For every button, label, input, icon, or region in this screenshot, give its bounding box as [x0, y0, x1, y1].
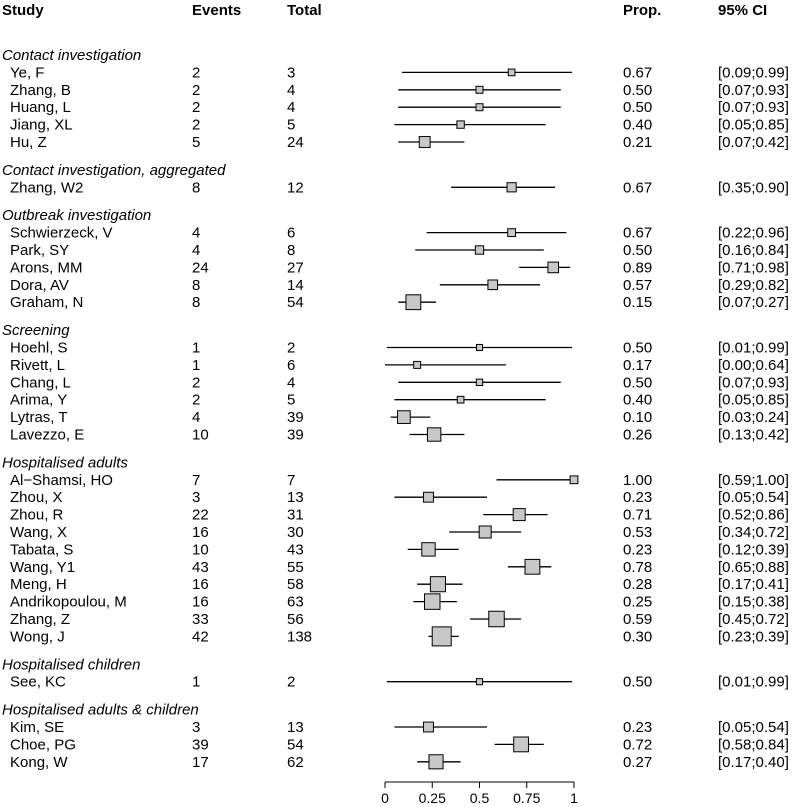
- study-name: Dora, AV: [10, 276, 69, 294]
- study-name: Al−Shamsi, HO: [10, 471, 113, 489]
- point-estimate-box: [508, 229, 516, 237]
- subgroup: [2, 162, 789, 196]
- ci-value: [0.07;0.93]: [718, 99, 789, 117]
- total-value: 31: [287, 506, 304, 524]
- total-value: 8: [287, 242, 296, 259]
- point-estimate-box: [424, 722, 434, 732]
- total-value: 55: [287, 558, 304, 576]
- events-value: 2: [192, 391, 201, 409]
- point-estimate-box: [419, 137, 430, 148]
- ci-value: [0.16;0.84]: [718, 242, 789, 259]
- study-row: [10, 627, 789, 646]
- prop-value: 0.25: [623, 593, 653, 611]
- ci-value: [0.52;0.86]: [718, 506, 789, 524]
- total-value: 62: [287, 753, 304, 771]
- ci-value: [0.29;0.82]: [718, 276, 789, 294]
- prop-value: 0.23: [623, 489, 653, 507]
- point-estimate-box: [430, 577, 445, 592]
- study-name: Schwierzeck, V: [10, 224, 113, 242]
- subgroup: [2, 702, 789, 771]
- study-row: [10, 541, 789, 558]
- total-value: 7: [287, 471, 296, 489]
- study-row: [10, 719, 789, 736]
- study-name: Hoehl, S: [10, 339, 68, 357]
- total-value: 58: [287, 576, 304, 594]
- study-row: [10, 736, 789, 753]
- point-estimate-box: [414, 361, 421, 368]
- prop-value: 0.53: [623, 524, 653, 541]
- study-row: [10, 277, 789, 294]
- prop-value: 0.57: [623, 276, 653, 294]
- point-estimate-box: [488, 280, 498, 290]
- header-row: [2, 2, 767, 19]
- total-value: 13: [287, 489, 304, 507]
- prop-value: 0.50: [623, 242, 653, 259]
- study-name: Choe, PG: [10, 736, 76, 754]
- prop-value: 0.50: [623, 81, 653, 99]
- study-name: Wang, X: [10, 524, 67, 541]
- prop-value: 0.50: [623, 374, 653, 392]
- prop-value: 0.78: [623, 558, 653, 576]
- header-total: Total: [287, 2, 322, 19]
- subgroup-label: Contact investigation: [2, 47, 142, 64]
- study-name: Arons, MM: [10, 259, 83, 277]
- study-row: [10, 576, 789, 593]
- subgroup-label: Hospitalised adults: [2, 454, 128, 472]
- study-name: Graham, N: [10, 294, 84, 312]
- total-value: 39: [287, 409, 304, 427]
- subgroup-label: Hospitalised children: [2, 656, 141, 674]
- study-row: [10, 754, 789, 771]
- prop-value: 0.67: [623, 224, 653, 242]
- events-value: 2: [192, 64, 201, 82]
- study-row: [10, 82, 789, 99]
- point-estimate-box: [427, 428, 440, 441]
- events-value: 1: [192, 339, 201, 357]
- study-name: Jiang, XL: [10, 116, 73, 134]
- total-value: 27: [287, 259, 304, 277]
- study-row: [10, 524, 789, 541]
- prop-value: 0.23: [623, 719, 653, 736]
- point-estimate-box: [489, 611, 505, 627]
- study-name: Arima, Y: [10, 391, 68, 409]
- total-value: 2: [287, 673, 296, 691]
- events-value: 24: [192, 259, 209, 277]
- point-estimate-box: [475, 246, 483, 254]
- header-events: Events: [192, 2, 242, 19]
- ci-value: [0.59;1.00]: [718, 471, 789, 489]
- prop-value: 0.21: [623, 134, 653, 151]
- subgroup: [2, 454, 789, 646]
- ci-value: [0.07;0.93]: [718, 374, 789, 392]
- study-name: Rivett, L: [10, 356, 66, 374]
- prop-value: 0.27: [623, 753, 653, 771]
- events-value: 16: [192, 524, 209, 541]
- total-value: 30: [287, 524, 304, 541]
- ci-value: [0.03;0.24]: [718, 409, 789, 427]
- prop-value: 0.89: [623, 259, 653, 277]
- ci-value: [0.01;0.99]: [718, 673, 789, 691]
- total-value: 39: [287, 426, 304, 444]
- prop-value: 0.67: [623, 64, 653, 82]
- ci-value: [0.34;0.72]: [718, 524, 789, 541]
- events-value: 1: [192, 673, 201, 691]
- study-name: Zhou, R: [10, 506, 64, 524]
- prop-value: 0.50: [623, 339, 653, 357]
- total-value: 6: [287, 224, 296, 242]
- study-row: [10, 674, 789, 691]
- events-value: 16: [192, 576, 209, 594]
- total-value: 2: [287, 339, 296, 357]
- events-value: 3: [192, 489, 201, 507]
- ci-value: [0.17;0.41]: [718, 576, 789, 594]
- study-name: Kim, SE: [10, 719, 65, 736]
- point-estimate-box: [457, 396, 464, 403]
- subgroup-label: Screening: [2, 322, 70, 340]
- subgroup: [2, 207, 789, 311]
- study-rows: [2, 47, 789, 771]
- header-ci: 95% CI: [718, 2, 768, 19]
- header-study: Study: [2, 2, 44, 19]
- study-name: Park, SY: [10, 242, 70, 259]
- study-name: Andrikopoulou, M: [10, 593, 127, 611]
- events-value: 17: [192, 753, 209, 771]
- total-value: 4: [287, 99, 296, 117]
- point-estimate-box: [514, 737, 529, 752]
- point-estimate-box: [398, 411, 411, 424]
- ci-value: [0.05;0.54]: [718, 719, 789, 736]
- events-value: 2: [192, 374, 201, 392]
- point-estimate-box: [525, 559, 540, 574]
- study-row: [10, 374, 789, 391]
- ci-value: [0.15;0.38]: [718, 593, 789, 611]
- ci-value: [0.13;0.42]: [718, 426, 789, 444]
- events-value: 22: [192, 506, 209, 524]
- total-value: 4: [287, 374, 296, 392]
- events-value: 33: [192, 611, 209, 628]
- prop-value: 0.67: [623, 179, 653, 197]
- prop-value: 0.15: [623, 294, 653, 312]
- total-value: 13: [287, 719, 304, 736]
- events-value: 42: [192, 628, 209, 646]
- x-tick-label: 0.5: [469, 790, 490, 806]
- events-value: 8: [192, 276, 201, 294]
- prop-value: 0.59: [623, 611, 653, 628]
- study-row: [10, 64, 789, 81]
- total-value: 6: [287, 356, 296, 374]
- point-estimate-box: [507, 183, 516, 192]
- point-estimate-box: [432, 627, 451, 646]
- study-name: Hu, Z: [10, 134, 47, 151]
- events-value: 5: [192, 134, 201, 151]
- study-name: Huang, L: [10, 99, 71, 117]
- prop-value: 0.10: [623, 409, 653, 427]
- x-tick-label: 0: [381, 790, 389, 806]
- x-tick-label: 0.25: [418, 790, 446, 806]
- events-value: 4: [192, 242, 201, 259]
- study-name: Tabata, S: [10, 541, 74, 559]
- ci-value: [0.58;0.84]: [718, 736, 789, 754]
- study-row: [10, 611, 789, 628]
- study-name: Zhang, Z: [10, 611, 71, 628]
- ci-value: [0.05;0.54]: [718, 489, 789, 507]
- ci-value: [0.35;0.90]: [718, 179, 789, 197]
- x-axis: [381, 782, 578, 806]
- events-value: 8: [192, 294, 201, 312]
- header-prop: Prop.: [623, 2, 662, 19]
- study-name: See, KC: [10, 673, 66, 691]
- prop-value: 0.23: [623, 541, 653, 559]
- study-row: [10, 179, 789, 196]
- events-value: 2: [192, 99, 201, 117]
- point-estimate-box: [476, 86, 483, 93]
- prop-value: 0.40: [623, 391, 653, 409]
- events-value: 43: [192, 558, 209, 576]
- events-value: 10: [192, 426, 209, 444]
- study-row: [10, 489, 789, 506]
- study-row: [10, 259, 789, 276]
- study-row: [10, 340, 789, 357]
- study-name: Wang, Y1: [10, 558, 76, 576]
- study-row: [10, 507, 789, 524]
- study-row: [10, 594, 789, 611]
- prop-value: 0.28: [623, 576, 653, 594]
- ci-value: [0.00;0.64]: [718, 356, 789, 374]
- ci-value: [0.07;0.93]: [718, 81, 789, 99]
- total-value: 5: [287, 116, 296, 134]
- point-estimate-box: [508, 69, 515, 76]
- study-name: Zhang, W2: [10, 179, 84, 197]
- study-name: Zhou, X: [10, 489, 63, 507]
- point-estimate-box: [570, 476, 578, 484]
- x-tick-label: 1: [570, 790, 578, 806]
- point-estimate-box: [476, 104, 483, 111]
- ci-value: [0.05;0.85]: [718, 116, 789, 134]
- total-value: 54: [287, 736, 304, 754]
- total-value: 54: [287, 294, 304, 312]
- ci-value: [0.22;0.96]: [718, 224, 789, 242]
- subgroup-label: Contact investigation, aggregated: [2, 161, 226, 179]
- study-row: [10, 427, 789, 444]
- point-estimate-box: [424, 492, 434, 502]
- prop-value: 0.17: [623, 356, 653, 374]
- total-value: 24: [287, 134, 304, 151]
- study-name: Meng, H: [10, 576, 67, 594]
- prop-value: 0.50: [623, 99, 653, 117]
- prop-value: 0.71: [623, 506, 653, 524]
- study-row: [10, 409, 789, 426]
- ci-value: [0.01;0.99]: [718, 339, 789, 357]
- ci-value: [0.23;0.39]: [718, 628, 789, 646]
- events-value: 39: [192, 736, 209, 754]
- subgroup: [2, 656, 789, 690]
- total-value: 12: [287, 179, 304, 197]
- ci-value: [0.71;0.98]: [718, 259, 789, 277]
- point-estimate-box: [548, 262, 559, 273]
- ci-value: [0.45;0.72]: [718, 611, 789, 628]
- point-estimate-box: [513, 509, 525, 521]
- point-estimate-box: [476, 679, 482, 685]
- study-name: Kong, W: [10, 753, 68, 771]
- study-row: [10, 242, 789, 259]
- total-value: 5: [287, 391, 296, 409]
- ci-value: [0.07;0.27]: [718, 294, 789, 312]
- study-name: Chang, L: [10, 374, 71, 392]
- prop-value: 0.72: [623, 736, 653, 754]
- point-estimate-box: [425, 594, 441, 610]
- study-row: [10, 99, 789, 116]
- events-value: 16: [192, 593, 209, 611]
- point-estimate-box: [429, 755, 443, 769]
- x-tick-label: 0.75: [513, 790, 541, 806]
- study-name: Ye, F: [10, 64, 45, 82]
- ci-value: [0.07;0.42]: [718, 134, 789, 151]
- total-value: 43: [287, 541, 304, 559]
- total-value: 56: [287, 611, 304, 628]
- total-value: 138: [287, 628, 313, 646]
- study-name: Lavezzo, E: [10, 426, 85, 444]
- study-row: [10, 117, 789, 134]
- events-value: 4: [192, 409, 201, 427]
- total-value: 3: [287, 64, 296, 82]
- point-estimate-box: [422, 543, 435, 556]
- point-estimate-box: [479, 526, 491, 538]
- events-value: 2: [192, 81, 201, 99]
- ci-value: [0.09;0.99]: [718, 64, 789, 82]
- subgroup: [2, 322, 789, 443]
- prop-value: 0.30: [623, 628, 653, 646]
- prop-value: 1.00: [623, 471, 653, 489]
- total-value: 63: [287, 593, 304, 611]
- study-row: [10, 472, 789, 489]
- total-value: 4: [287, 81, 296, 99]
- study-row: [10, 225, 789, 242]
- events-value: 1: [192, 356, 201, 374]
- events-value: 2: [192, 116, 201, 134]
- subgroup-label: Outbreak investigation: [2, 207, 152, 225]
- ci-value: [0.17;0.40]: [718, 753, 789, 771]
- study-row: [10, 392, 789, 409]
- subgroup: [2, 47, 789, 151]
- point-estimate-box: [476, 379, 482, 385]
- prop-value: 0.50: [623, 673, 653, 691]
- point-estimate-box: [476, 344, 482, 350]
- study-row: [10, 294, 789, 311]
- events-value: 4: [192, 224, 201, 242]
- subgroup-label: Hospitalised adults & children: [2, 701, 199, 719]
- events-value: 7: [192, 471, 201, 489]
- study-name: Lytras, T: [10, 409, 68, 427]
- study-row: [10, 357, 789, 374]
- events-value: 3: [192, 719, 201, 736]
- total-value: 14: [287, 276, 304, 294]
- ci-value: [0.12;0.39]: [718, 541, 789, 559]
- events-value: 10: [192, 541, 209, 559]
- ci-value: [0.05;0.85]: [718, 391, 789, 409]
- prop-value: 0.26: [623, 426, 653, 444]
- point-estimate-box: [406, 295, 421, 310]
- events-value: 8: [192, 179, 201, 197]
- study-row: [10, 134, 789, 151]
- study-name: Wong, J: [10, 628, 65, 646]
- study-name: Zhang, B: [10, 81, 71, 99]
- point-estimate-box: [457, 121, 464, 128]
- prop-value: 0.40: [623, 116, 653, 134]
- study-row: [10, 559, 789, 576]
- ci-value: [0.65;0.88]: [718, 558, 789, 576]
